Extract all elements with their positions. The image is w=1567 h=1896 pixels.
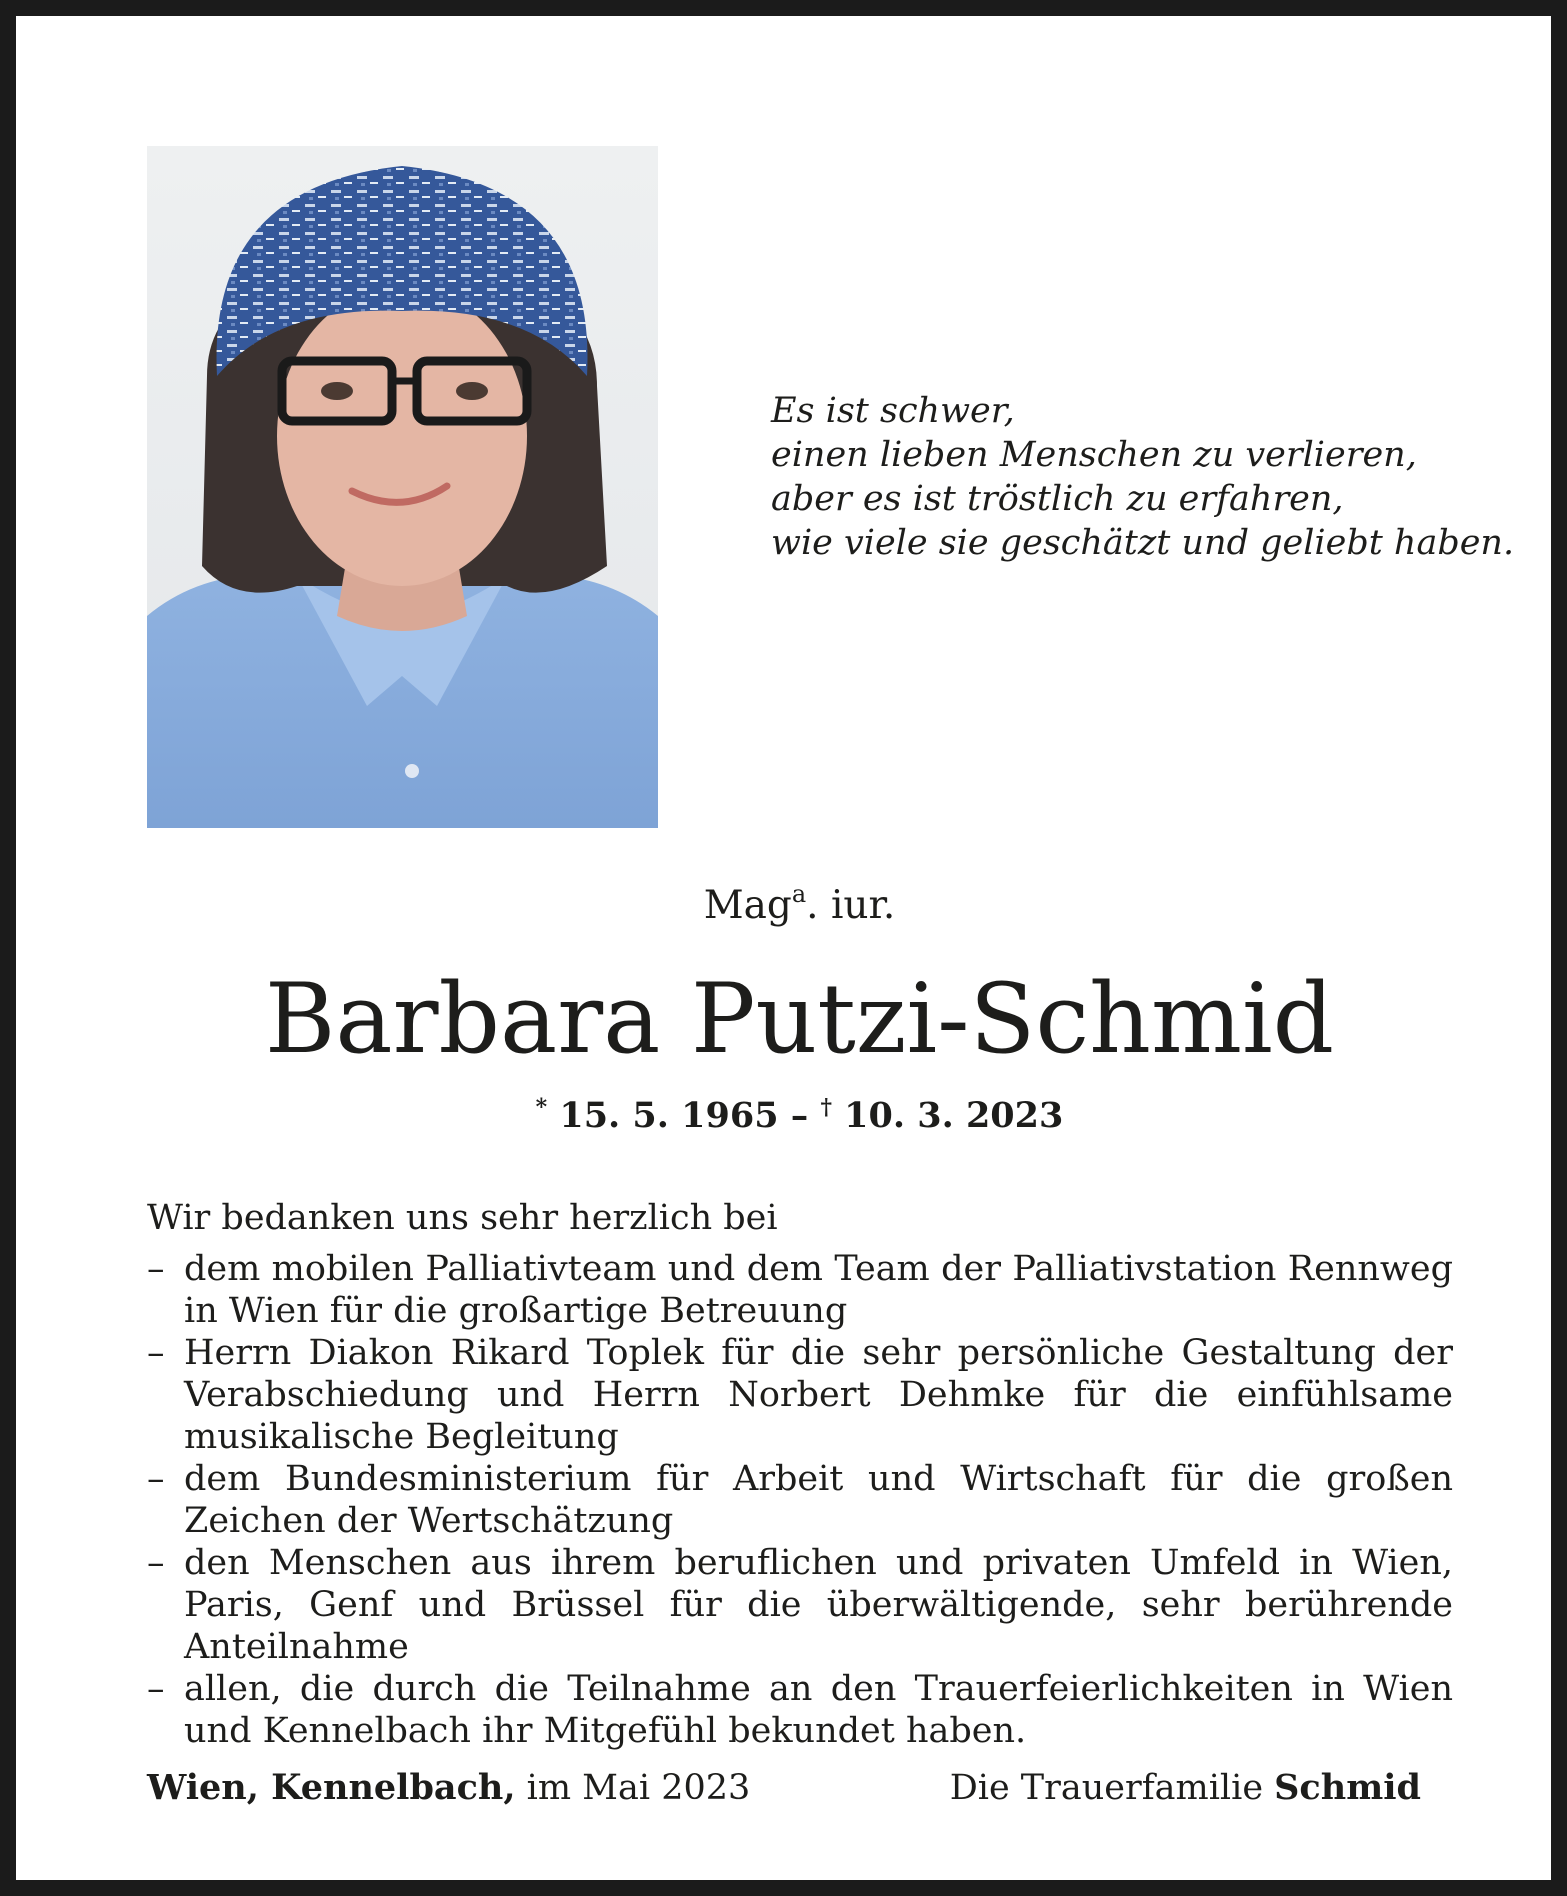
quote-line: wie viele sie geschätzt und geliebt haben. [771,523,1515,563]
list-item-text: allen, die durch die Teilnahme an den Trauerfeierlichkeiten in Wien und Kennelbach ihr Mitgefühl bekundet haben. [184,1669,1453,1751]
list-dash: – [147,1459,165,1499]
list-dash: – [147,1249,165,1289]
list-item [147,1668,1453,1752]
place: Wien, Kennelbach, [147,1767,516,1808]
list-item [147,1542,1453,1668]
death-date: 10. 3. 2023 [831,1095,1064,1136]
list-dash: – [147,1543,165,1583]
thanks-intro: Wir bedanken uns sehr herzlich bei [147,1198,778,1238]
academic-title [16,881,1567,931]
list-item [147,1332,1453,1458]
title-suffix: . iur. [806,883,896,928]
list-dash: – [147,1333,165,1373]
list-item-text: dem mobilen Palliativteam und dem Team der Palliativstation Rennweg in Wien für die großartige Betreuung [184,1249,1453,1331]
title-superscript: a [791,880,807,908]
list-item [147,1248,1453,1332]
list-item-text: den Menschen aus ihrem beruflichen und privaten Umfeld in Wien, Paris, Genf und Brüssel für die überwältigende, sehr berührende Anteilnahme [184,1543,1453,1667]
list-item-text: Herrn Diakon Rikard Toplek für die sehr persönliche Gestaltung der Verabschiedung und Herrn Norbert Dehmke für die einfühlsame musikalische Begleitung [184,1333,1453,1457]
family-name: Schmid [1274,1767,1421,1808]
list-dash: – [147,1669,165,1709]
birth-date: 15. 5. 1965 – [547,1095,821,1136]
family-prefix: Die Trauerfamilie [949,1768,1275,1808]
thanks-list [147,1248,1453,1752]
quote-line: einen lieben Menschen zu verlieren, [771,435,1417,475]
quote-line: Es ist schwer, [771,391,1015,431]
birth-symbol: * [535,1094,548,1121]
date: im Mai 2023 [515,1768,751,1808]
quote-line: aber es ist tröstlich zu erfahren, [771,479,1344,519]
list-item-text: dem Bundesministerium für Arbeit und Wirtschaft für die großen Zeichen der Wertschätzung [184,1459,1453,1541]
death-symbol: † [820,1094,832,1121]
life-dates [16,1093,1567,1139]
portrait-photo [147,146,658,828]
deceased-name: Barbara Putzi-Schmid [264,963,1335,1075]
family-signature [950,1766,1421,1810]
title-prefix: Mag [703,883,792,928]
memorial-quote [771,389,1515,565]
list-item [147,1458,1453,1542]
place-date [147,1766,750,1810]
